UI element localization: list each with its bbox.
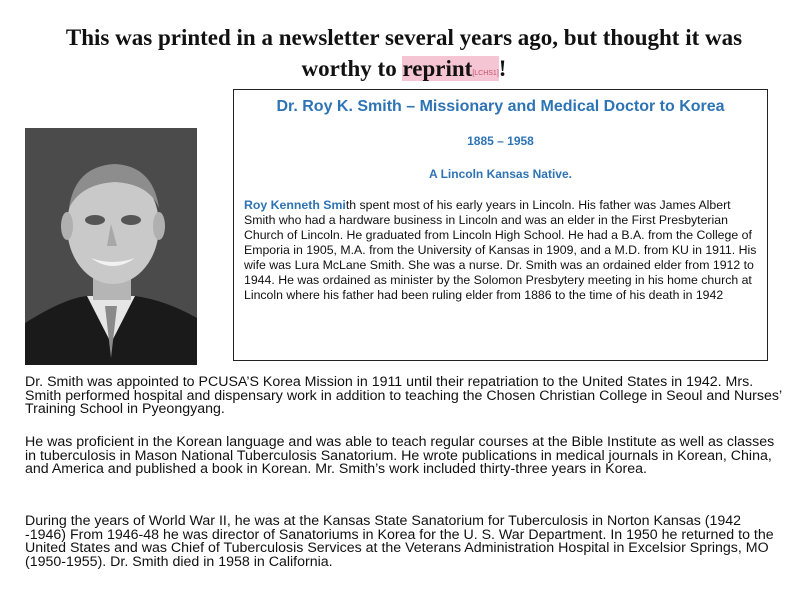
box-dates: 1885 – 1958 bbox=[467, 134, 534, 148]
comment-tag[interactable]: [LCHS1] bbox=[472, 70, 499, 77]
highlighted-word-text: reprint bbox=[402, 56, 473, 81]
bio-info-box bbox=[233, 89, 768, 361]
paragraph-language: He was proficient in the Korean language and was able to teach regular courses at the Bible Institute as well as classes in tuberculosis in Mason National Tuberculosis Sanatorium. He wrote publications in medical journals in Korean, China, and America and published a book in Korean. Mr. Smith’s work included thirty-three years in Korea. bbox=[25, 434, 775, 478]
box-subtitle: A Lincoln Kansas Native. bbox=[429, 167, 572, 181]
paragraph-appointment: Dr. Smith was appointed to PCUSA’S Korea Mission in 1911 until their repatriation to the United States in 1942. Mrs. Smith performed hospital and dispensary work in addition to teaching the Chosen Christian College in Seoul and Nurses’ Training School in Pyeongyang. bbox=[25, 374, 782, 418]
paragraph-wartime: During the years of World War II, he was at the Kansas State Sanatorium for Tuberculosis in Norton Kansas (1942 -1946) From 1946-48 he was director of Sanatoriums in Korea for the U. S. War Department. In 1950 he returned to the United States and was Chief of Tuberculosis Services at the Veterans Administration Hospital in Excelsior Springs, MO (1950-1955). Dr. Smith died in 1958 in California. bbox=[25, 513, 774, 570]
box-title: Dr. Roy K. Smith – Missionary and Medical Doctor to Korea bbox=[276, 98, 725, 115]
box-body bbox=[244, 198, 760, 303]
headline-line-2-end: ! bbox=[498, 56, 507, 81]
headline bbox=[20, 22, 788, 89]
headline-line-1: This was printed in a newsletter several years ago, but thought it was bbox=[65, 25, 743, 50]
portrait-photo bbox=[25, 128, 197, 365]
highlighted-word[interactable] bbox=[402, 56, 498, 81]
headline-line-2-start: worthy to bbox=[301, 56, 403, 81]
box-body-text: th spent most of his early years in Lincoln. His father was James Albert Smith who had a hardware business in Lincoln and was an elder in the First Presbyterian Church of Lincoln. He graduated from Lincoln High School. He had a B.A. from the College of Emporia in 1905, M.A. from the University of Kansas in 1909, and a M.D. from KU in 1911. His wife was Lura McLane Smith. She was a nurse. Dr. Smith was an ordained elder from 1912 to 1944. He was ordained as minister by the Solomon Presbytery meeting in his home church at Lincoln where his father had been ruling elder from 1886 to the time of his death in 1942 bbox=[244, 198, 757, 302]
box-lead-name: Roy Kenneth Smi bbox=[244, 198, 346, 212]
